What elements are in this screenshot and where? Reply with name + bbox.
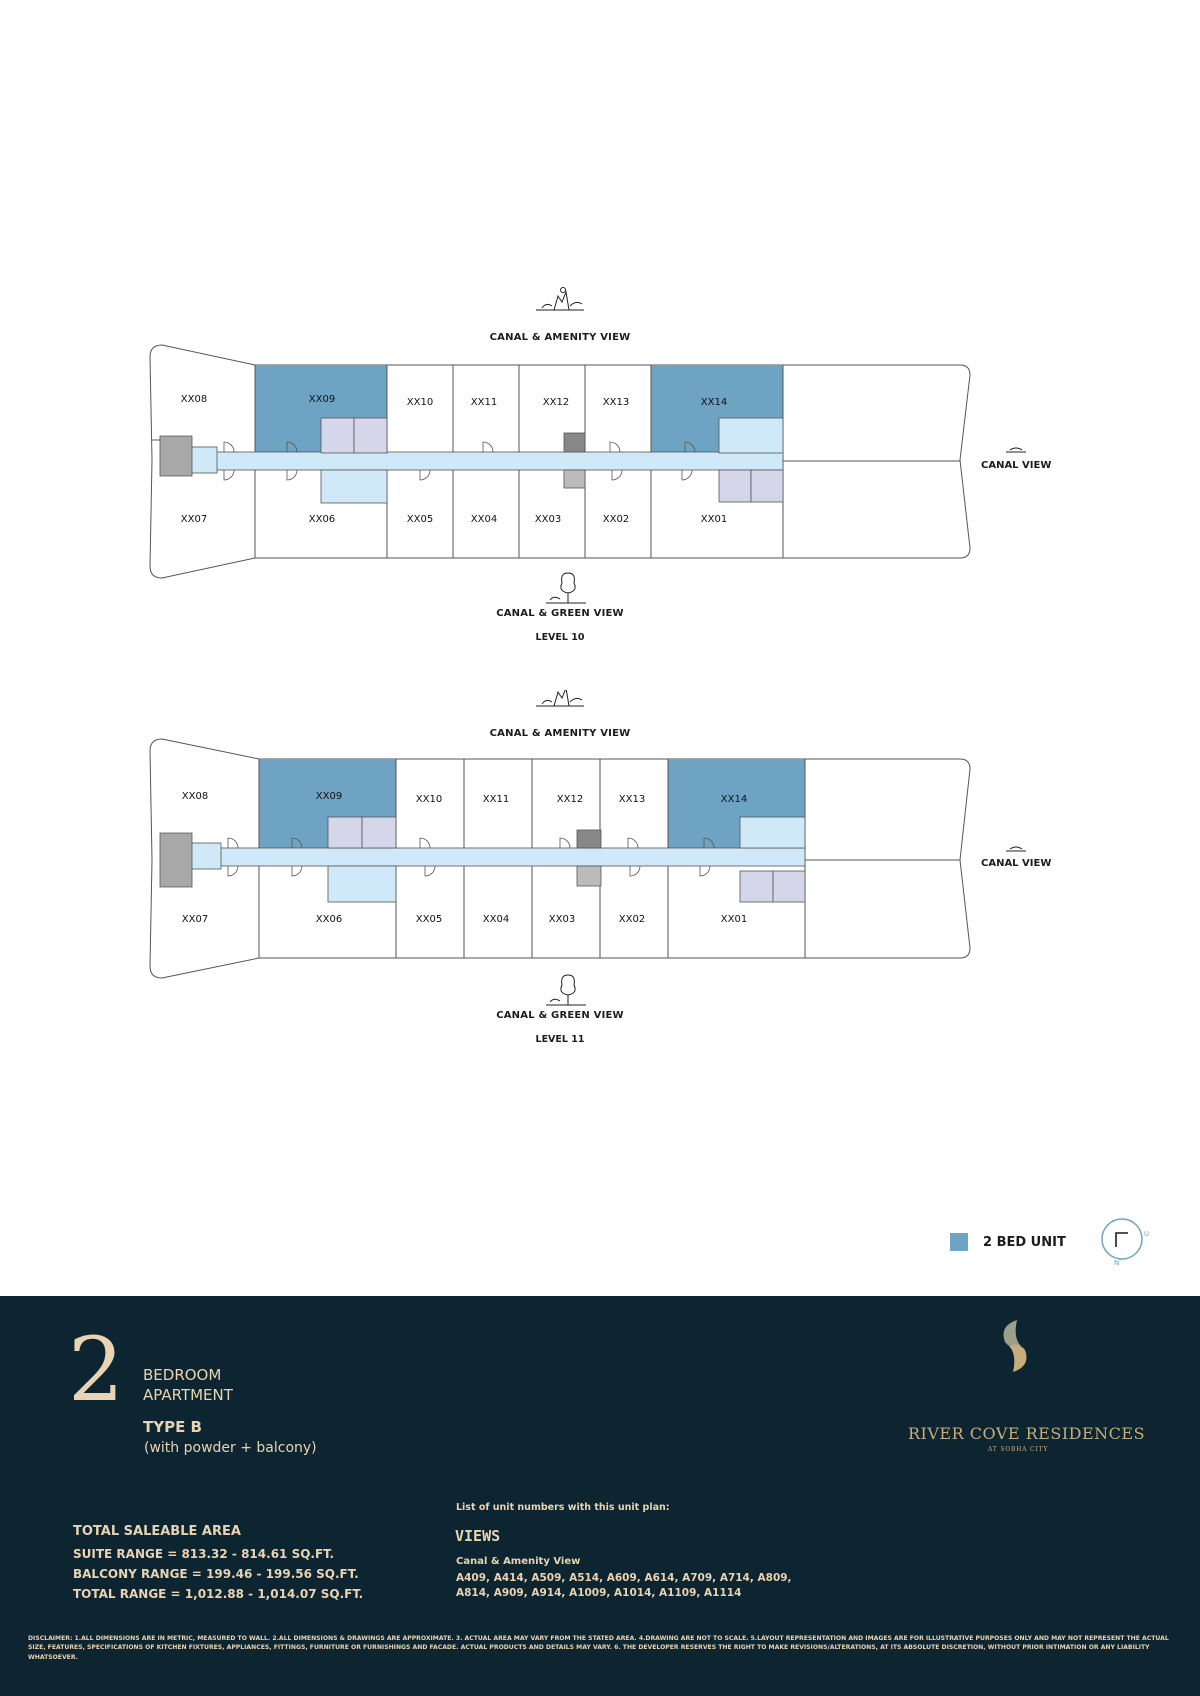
- svg-text:U: U: [1144, 1230, 1150, 1238]
- bedroom-count: 2: [68, 1318, 124, 1421]
- unit-label: XX03: [534, 514, 562, 525]
- tree-icon: [546, 573, 586, 603]
- unit-label: XX14: [700, 397, 728, 408]
- unit-label: XX10: [406, 397, 434, 408]
- unit-label: XX06: [315, 914, 343, 925]
- apartment-label: APARTMENT: [143, 1386, 233, 1404]
- unit-label: XX12: [556, 794, 584, 805]
- unit-label: XX01: [720, 914, 748, 925]
- balcony-range: BALCONY RANGE = 199.46 - 199.56 SQ.FT.: [73, 1567, 359, 1581]
- corridor: [215, 452, 783, 470]
- unit-label: XX07: [181, 914, 209, 925]
- bottom-view-label: CANAL & GREEN VIEW: [496, 608, 624, 619]
- unit-label: XX09: [308, 394, 336, 405]
- area-title: TOTAL SALEABLE AREA: [73, 1524, 241, 1539]
- canal-icon: [1006, 847, 1026, 851]
- unit-label: XX08: [180, 394, 208, 405]
- unit-label: XX11: [470, 397, 498, 408]
- unit-label: XX12: [542, 397, 570, 408]
- canal-icon: [1006, 448, 1026, 452]
- type-subtitle: (with powder + balcony): [144, 1440, 317, 1456]
- views-title: VIEWS: [455, 1527, 501, 1545]
- compass-icon: [1100, 1217, 1150, 1272]
- top-view-label: CANAL & AMENITY VIEW: [489, 332, 631, 343]
- bedroom-label: BEDROOM: [143, 1366, 222, 1384]
- unit-label: XX13: [618, 794, 646, 805]
- unit-label: XX13: [602, 397, 630, 408]
- legend-swatch: [950, 1233, 968, 1251]
- unit-label: XX10: [415, 794, 443, 805]
- side-view-label: CANAL VIEW: [981, 460, 1052, 471]
- unit-label: XX03: [548, 914, 576, 925]
- floor-plan-drawing: [0, 0, 1200, 660]
- view-name: Canal & Amenity View: [456, 1556, 581, 1567]
- unit-label: XX05: [406, 514, 434, 525]
- unit-label: XX05: [415, 914, 443, 925]
- unit-label: XX14: [720, 794, 748, 805]
- brand-name: RIVER COVE RESIDENCES: [908, 1424, 1146, 1443]
- unit-label: XX09: [315, 791, 343, 802]
- unit-label: XX04: [482, 914, 510, 925]
- type-label: TYPE B: [143, 1418, 202, 1436]
- tree-icon: [546, 975, 586, 1005]
- stair-core: [160, 436, 192, 476]
- legend: [950, 1233, 1066, 1251]
- unit-label: XX01: [700, 514, 728, 525]
- unit-label: XX04: [470, 514, 498, 525]
- unit-list-title: List of unit numbers with this unit plan:: [456, 1502, 670, 1513]
- amenity-icon: [536, 288, 584, 311]
- compass-letter: N: [1114, 1259, 1120, 1267]
- unit-label: XX08: [181, 791, 209, 802]
- floor-plan-drawing: [0, 690, 1200, 1060]
- floor-plan-level-11: [0, 690, 1200, 1060]
- unit-numbers-line: A409, A414, A509, A514, A609, A614, A709, A714, A809,: [456, 1572, 792, 1584]
- unit-numbers-line: A814, A909, A914, A1009, A1014, A1109, A1114: [456, 1587, 742, 1599]
- disclaimer: DISCLAIMER: 1.ALL DIMENSIONS ARE IN METRIC, MEASURED TO WALL. 2.ALL DIMENSIONS & DRAWINGS ARE APPROXIMATE. 3. ACTUAL AREA MAY VARY FROM THE STATED AREA. 4.DRAWING ARE NOT TO SCALE. 5.LAYOUT REPRESENTATION AND IMAGES ARE FOR ILLUSTRATIVE PURPOSES ONLY AND MAY NOT REPRESENT THE ACTUAL SIZE, FEATURES, SPECIFICATIONS OF KITCHEN FIXTURES, APPLIANCES, FITTINGS, FURNITURE OR FURNISHINGS AND FACADE. ACTUAL PRODUCTS AND DETAILS MAY VARY. 6. THE DEVELOPER RESERVES THE RIGHT TO MAKE REVISIONS/ALTERATIONS, AT ITS ABSOLUTE DISCRETION, WITHOUT PRIOR INTIMATION OR ANY LIABILITY WHATSOEVER.: [28, 1635, 1169, 1661]
- suite-range: SUITE RANGE = 813.32 - 814.61 SQ.FT.: [73, 1547, 335, 1561]
- floor-plan-level-10: [0, 0, 1200, 660]
- unit-label: XX07: [180, 514, 208, 525]
- unit-label: XX02: [618, 914, 646, 925]
- unit-label: XX06: [308, 514, 336, 525]
- level-label: LEVEL 10: [535, 632, 585, 643]
- unit-label: XX02: [602, 514, 630, 525]
- bottom-view-label: CANAL & GREEN VIEW: [496, 1010, 624, 1021]
- stair-core: [160, 833, 192, 887]
- unit-label: XX11: [482, 794, 510, 805]
- legend-label: 2 BED UNIT: [983, 1234, 1066, 1250]
- side-view-label: CANAL VIEW: [981, 858, 1052, 869]
- level-label: LEVEL 11: [535, 1034, 585, 1045]
- amenity-icon: [536, 690, 584, 706]
- top-view-label: CANAL & AMENITY VIEW: [489, 728, 631, 739]
- footer-panel: [0, 1296, 1200, 1696]
- total-range: TOTAL RANGE = 1,012.88 - 1,014.07 SQ.FT.: [73, 1587, 364, 1601]
- brand-subtitle: AT SOBHA CITY: [988, 1446, 1049, 1453]
